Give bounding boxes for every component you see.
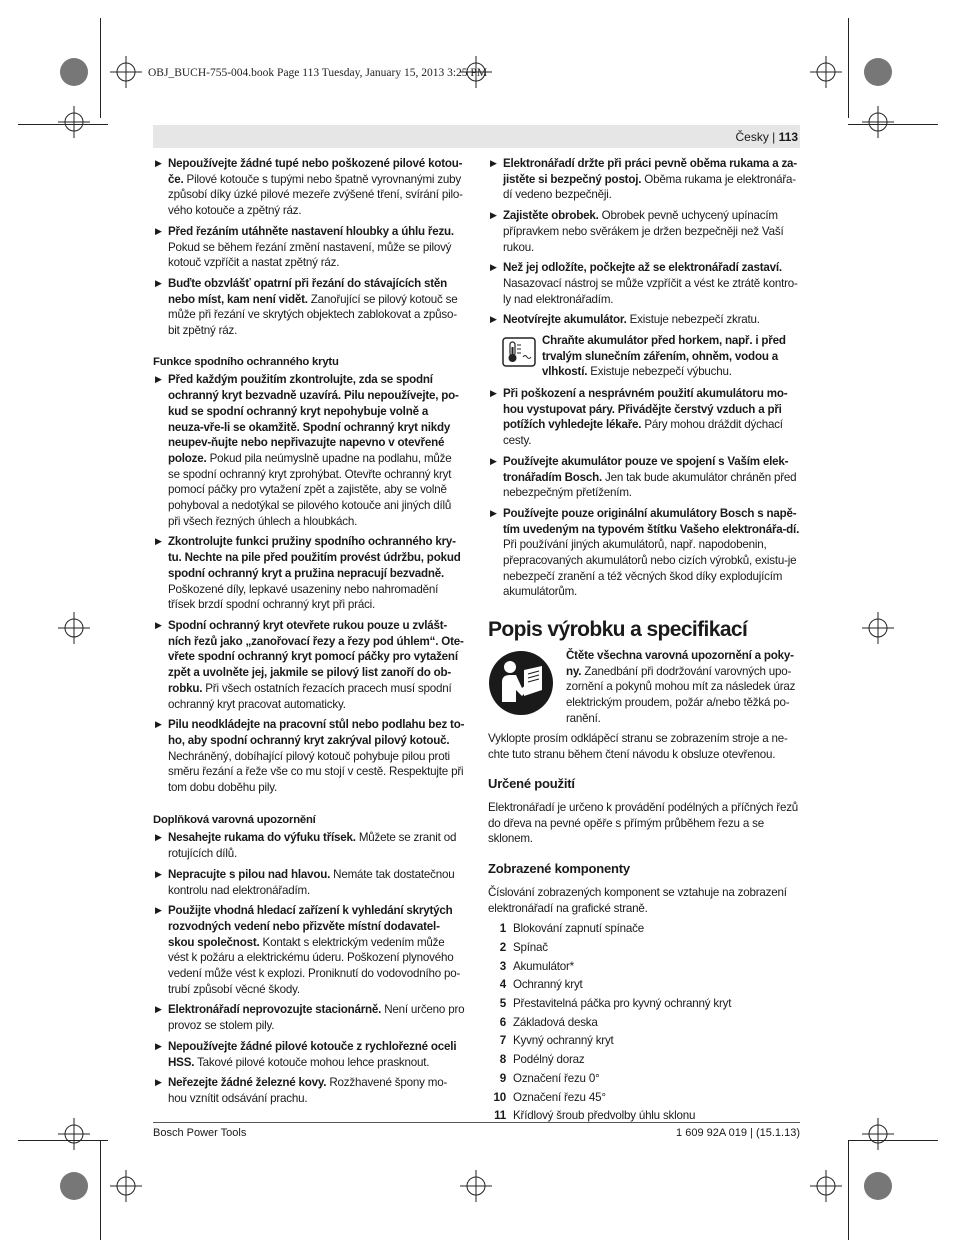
- bullet-arrow-icon: ▶: [155, 158, 162, 168]
- components-list: [488, 921, 800, 1124]
- header-separator: |: [768, 130, 779, 144]
- safety-item: ▶ Pilu neodkládejte na pracovní stůl nebo podlahu bez to-ho, aby spodní ochranný kryt zakrýval pilový kotouč. Nechráněný, dobíhající pilový kotouč pohybuje pilou proti směru řezání a řeže vše co mu stojí v cestě. Respektujte při tom dobu doběhu pily.: [155, 718, 465, 795]
- list-item: 3 Akumulátor*: [499, 959, 574, 973]
- bullet-arrow-icon: ▶: [155, 832, 162, 843]
- safety-item: ▶ Elektronářadí neprovozujte stacionárně. Není určeno pro provoz se stolem pily.: [155, 1003, 465, 1033]
- safety-item: ▶ Použijte vhodná hledací zařízení k vyhledání skrytých rozvodných vedení nebo přizvěte místní dodavatel-skou společnost. Kontakt s elektrickým vedením může vést k požáru a elektrickému úderu. Poškození plynového vedení může vést k explozi. Proniknutí do vodovodního po-trubí způsobí věcné škody.: [155, 904, 461, 996]
- components-intro: Číslování zobrazených komponent se vztahuje na zobrazení elektronářadí na grafické straně.: [488, 885, 787, 915]
- list-item: 11 Křídlový šroub předvolby úhlu sklonu: [494, 1109, 696, 1123]
- footer-rule: [153, 1122, 800, 1123]
- list-item: 1 Blokování zapnutí spínače: [499, 922, 644, 936]
- safety-item: ▶ Používejte pouze originální akumulátory Bosch s napě-tím uvedeným na typovém štítku Vašeho elektronářa-dí. Při používání jiných akumulátorů, např. napodobenin, přepracovaných akumulátorů nebo cizích výrobků, existu-je nebezpečí zranění a též věcných škod díky explodujícím akumulátorům.: [490, 506, 800, 599]
- safety-item: ▶ Než jej odložíte, počkejte až se elektronářadí zastaví. Nasazovací nástroj se může vzpříčit a vést ke ztrátě kontro-ly nad elektronářadím.: [490, 261, 798, 306]
- safety-item: ▶ Nepracujte s pilou nad hlavou. Nemáte tak dostatečnou kontrolu nad elektronářadím.: [155, 867, 455, 897]
- list-item: 4 Ochranný kryt: [499, 978, 583, 992]
- bullet-arrow-icon: ▶: [490, 388, 497, 399]
- header-language: Česky: [735, 130, 769, 144]
- section-heading: Funkce spodního ochranného krytu: [153, 355, 339, 368]
- bullet-arrow-icon: ▶: [490, 158, 497, 168]
- safety-item: ▶ Před každým použitím zkontrolujte, zda se spodní ochranný kryt bezvadně uzavírá. Pilu nepoužívejte, po-kud se spodní ochranný kryt nepohybuje volně a neuza-vře-li se okamžitě. Spodní ochranný kryt nikdy neupev-ňujte nebo nepřivazujte napevno v otevřené poloze. Pokud pila neúmyslně upadne na podlahu, může se spodní ochranný kryt zprohýbat. Otevřte ochranný kryt pomocí páčky pro vytažení zpět a zajistěte, aby se volně pohyboval a nedotýkal se pilového kotouče ani jiných dílů při všech řezných úhlech a hloubkách.: [155, 373, 459, 528]
- subheading-components: Zobrazené komponenty: [488, 861, 630, 877]
- safety-item: ▶ Zajistěte obrobek. Obrobek pevně uchycený upínacím přípravkem nebo svěrákem je držen bezpečněji než Vaší rukou.: [490, 209, 784, 254]
- footer-doc-number: 1 609 92A 019 | (15.1.13): [676, 1127, 800, 1139]
- bullet-arrow-icon: ▶: [155, 619, 162, 630]
- bullet-arrow-icon: ▶: [155, 905, 162, 916]
- fold-out-note: Vyklopte prosím odklápěcí stranu se zobrazením stroje a ne-chte tuto stranu během čtení návodu k obsluze otevřenou.: [488, 731, 788, 761]
- heat-warning-icon: [502, 337, 536, 367]
- bullet-arrow-icon: ▶: [490, 455, 497, 466]
- read-instructions-note: Čtěte všechna varovná upozornění a poky-ny. Zanedbání při dodržování varovných upo-zornění a pokynů mohou mít za následek úraz elektrickým proudem, požár a/nebo těžká po-ranění.: [488, 648, 800, 728]
- subheading-intended-use: Určené použití: [488, 776, 575, 792]
- bullet-arrow-icon: ▶: [490, 314, 497, 325]
- safety-item: ▶ Zkontrolujte funkci pružiny spodního ochranného kry-tu. Nechte na pile před použitím provést údržbu, pokud spodní ochranný kryt a pružina nepracují bezvadně. Poškozené díly, lepkavé usazeniny nebo nahromadění třísek brzdí spodní ochranný kryt při práci.: [155, 535, 461, 612]
- battery-heat-warning: Chraňte akumulátor před horkem, např. i před trvalým slunečním zářením, ohněm, vodou a vlhkostí. Existuje nebezpečí výbuchu.: [488, 333, 800, 381]
- bullet-arrow-icon: ▶: [155, 719, 162, 730]
- safety-item: ▶ Neotvírejte akumulátor. Existuje nebezpečí zkratu.: [490, 313, 760, 327]
- list-item: 6 Základová deska: [499, 1015, 598, 1029]
- print-slug: OBJ_BUCH-755-004.book Page 113 Tuesday, January 15, 2013 3:25 PM: [148, 67, 488, 79]
- list-item: 10 Označení řezu 45°: [493, 1090, 606, 1104]
- safety-item: ▶ Používejte akumulátor pouze ve spojení s Vaším elek-tronářadím Bosch. Jen tak bude akumulátor chráněn před nebezpečným přetížením.: [490, 454, 797, 500]
- list-item: 5 Přestavitelná páčka pro kyvný ochranný kryt: [499, 997, 732, 1011]
- list-item: 9 Označení řezu 0°: [499, 1071, 600, 1085]
- section-heading: Doplňková varovná upozornění: [153, 813, 316, 826]
- list-item: 8 Podélný doraz: [499, 1053, 585, 1067]
- bullet-arrow-icon: ▶: [155, 374, 162, 385]
- right-column: [488, 156, 800, 1127]
- bullet-arrow-icon: ▶: [490, 210, 497, 221]
- safety-item: ▶ Před řezáním utáhněte nastavení hloubky a úhlu řezu. Pokud se během řezání změní nastavení, může se pilový kotouč vzpříčit a nastat zpětný ráz.: [155, 224, 454, 270]
- bullet-arrow-icon: ▶: [155, 868, 162, 879]
- bullet-arrow-icon: ▶: [155, 1040, 162, 1051]
- bullet-arrow-icon: ▶: [490, 507, 497, 518]
- safety-item: ▶ Nepoužívejte žádné pilové kotouče z rychlořezné oceli HSS. Takové pilové kotouče mohou lehce prasknout.: [155, 1039, 457, 1069]
- safety-item: ▶ Neřezejte žádné železné kovy. Rozžhavené špony mo-hou vznítit odsávání prachu.: [155, 1076, 448, 1105]
- footer-brand: Bosch Power Tools: [153, 1127, 247, 1139]
- page-header: [736, 130, 799, 144]
- list-item: 2 Spínač: [499, 940, 548, 954]
- safety-item: ▶ Elektronářadí držte při práci pevně oběma rukama a za-jistěte si bezpečný postoj. Oběma rukama je elektronářa-dí vedeno bezpečněji.: [490, 157, 797, 202]
- bullet-arrow-icon: ▶: [155, 1077, 162, 1088]
- intended-use-text: Elektronářadí je určeno k provádění podélných a příčných řezů do dřeva na pevné opěře s přímým průběhem řezu a se sklonem.: [488, 800, 799, 846]
- safety-item: ▶ Nesahejte rukama do výfuku třísek. Můžete se zranit od rotujících dílů.: [155, 831, 457, 861]
- page-number: 113: [778, 130, 798, 144]
- bullet-arrow-icon: ▶: [490, 262, 497, 273]
- section-title: Popis výrobku a specifikací: [488, 618, 748, 642]
- list-item: 7 Kyvný ochranný kryt: [499, 1034, 614, 1048]
- header-bar: [153, 125, 800, 148]
- bullet-arrow-icon: ▶: [155, 1004, 162, 1015]
- left-column: [153, 156, 465, 1112]
- safety-item: ▶ Buďte obzvlášť opatrní při řezání do stávajících stěn nebo míst, kam není vidět. Zanořující se pilový kotouč se může při řezání ve skrytých objektech zablokovat a způso-bit zpětný ráz.: [155, 276, 458, 338]
- bullet-arrow-icon: ▶: [155, 536, 162, 547]
- safety-item: ▶ Spodní ochranný kryt otevřete rukou pouze u zvlášt-ních řezů jako „zanořovací řezy a řezy pod úhlem“. Ote-vřete spodní ochranný kryt pomocí páčky pro vytažení zpět a uvolněte jej, jakmile se pilový list zanoří do ob-robku. Při všech ostatních řezacích pracech musí spodní ochranný kryt pracovat automaticky.: [155, 618, 464, 711]
- read-manual-icon: [488, 650, 554, 716]
- safety-item: ▶ Při poškození a nesprávném použití akumulátoru mo-hou vystupovat páry. Přivádějte čerstvý vzduch a při potížích vyhledejte lékaře. Páry mohou dráždit dýchací cesty.: [490, 387, 788, 448]
- bullet-arrow-icon: ▶: [155, 225, 162, 236]
- safety-item: ▶ Nepoužívejte žádné tupé nebo poškozené pilové kotou-če. Pilové kotouče s tupými nebo špatně vyrovnanými zuby způsobí díky úzké pilové mezeře zvýšené tření, svírání pilo-vého kotouče a zpětný ráz.: [155, 157, 463, 218]
- bullet-arrow-icon: ▶: [155, 277, 162, 288]
